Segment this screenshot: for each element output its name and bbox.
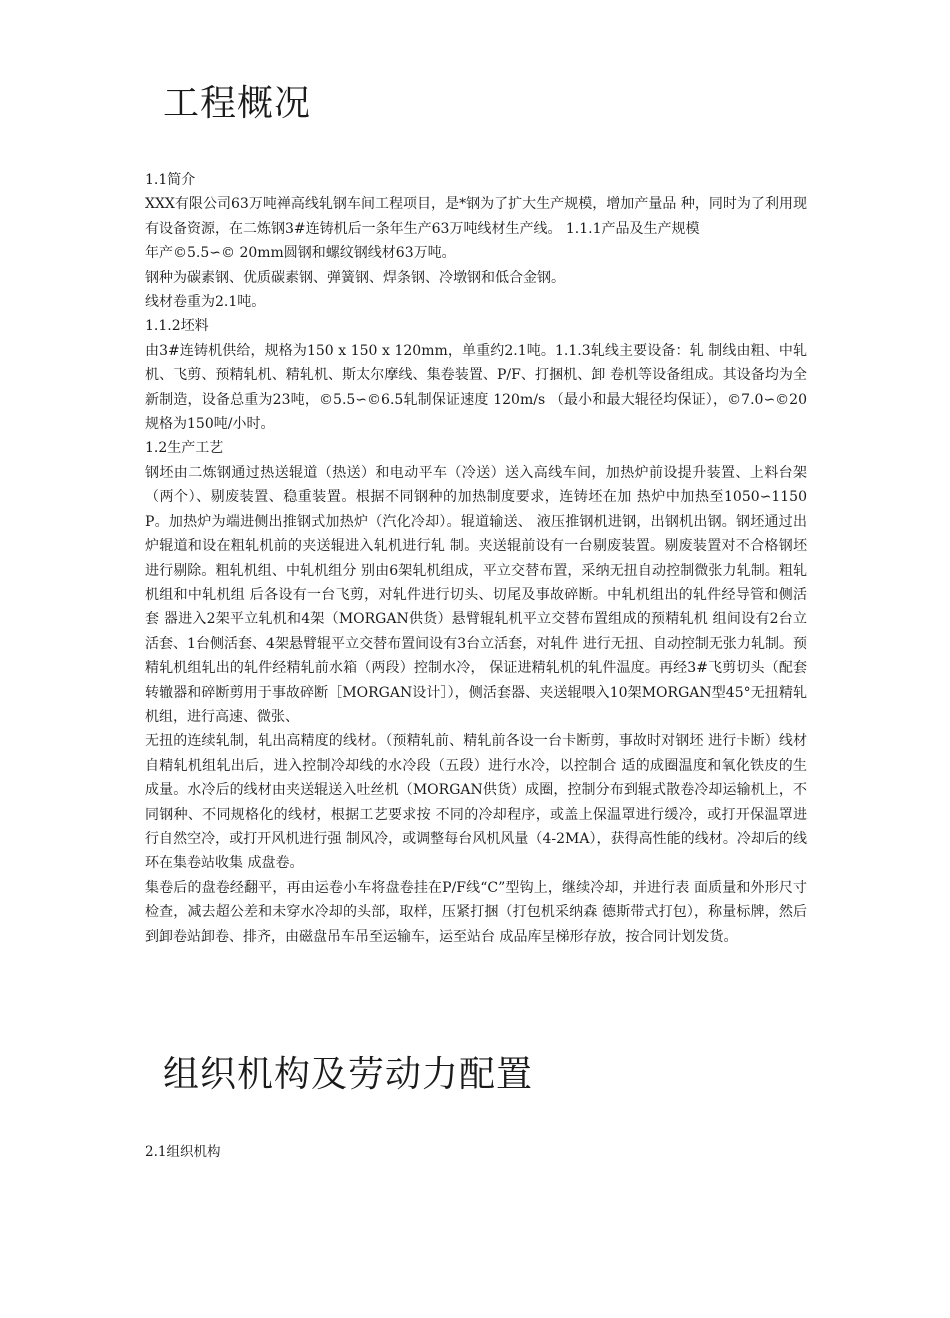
paragraph-steel-grades: 钢种为碳素钢、优质碳素钢、弹簧钢、焊条钢、冷墩钢和低合金钢。: [145, 269, 565, 286]
section-title-project-overview: 工程概况: [163, 83, 312, 124]
subheading-intro: 1.1简介: [145, 172, 196, 188]
paragraph-process-rolling: 钢坯由二炼钢通过热送辊道（热送）和电动平车（冷送）送入高线车间，加热炉前设提升装置、上料台架（两个）、剔废装置、稳重装置。根据不同钢种的加热制度要求，连铸坯在加 热炉中加热至1050∽1150P。加热炉为端进侧出推钢式加热炉（汽化冷却）。辊道输送、 液压推钢机进钢，出钢机出钢。钢坯通过出炉辊道和设在粗轧机前的夹送辊进入轧机进行轧 制。夹送辊前设有一台剔废装置。剔废装置对不合格钢坯进行剔除。粗轧机组、中轧机组分 别由6架轧机组成，平立交替布置，采纳无扭自动控制微张力轧制。粗轧机组和中轧机组 后各设有一台飞剪，对轧件进行切头、切尾及事故碎断。中轧机组出的轧件经导管和侧活套 器进入2架平立轧机和4架（MORGAN供货）悬臂辊轧机平立交替布置组成的预精轧机 组间设有2台立活套、1台侧活套、4架悬臂辊平立交替布置间设有3台立活套，对轧件 进行无扭、自动控制无张力轧制。预精轧机组轧出的轧件经精轧前水箱（两段）控制水冷， 保证进精轧机的轧件温度。再经3#飞剪切头（配套转辙器和碎断剪用于事故碎断［MORGAN设计］），侧活套器、夹送辊喂入10架MORGAN型45°无扭精轧机组，进行高速、微张、: [145, 464, 807, 725]
subheading-organization-structure: 2.1组织机构: [145, 1144, 221, 1160]
paragraph-process-cooling: 无扭的连续轧制，轧出高精度的线材。（预精轧前、精轧前各设一台卡断剪，事故时对钢坯 进行卡断）线材自精轧机组轧出后，进入控制冷却线的水冷段（五段）进行水冷，以控制合 适的成圈温度和氧化铁皮的生成量。水冷后的线材由夹送辊送入吐丝机（MORGAN供货）成圈，控制分布到辊式散卷冷却运输机上，不同钢种、不同规格化的线材，根据工艺要求按 不同的冷却程序，或盖上保温罩进行缓冷，或打开保温罩进行自然空冷，或打开风机进行强 制风冷，或调整每台风机风量（4-2MA），获得高性能的线材。冷却后的线环在集卷站收集 成盘卷。: [145, 733, 807, 872]
section-body-project-overview: [145, 168, 807, 949]
section-title-organization: 组织机构及劳动力配置: [163, 1054, 534, 1095]
subheading-production-process: 1.2生产工艺: [145, 440, 224, 457]
paragraph-process-coiling: 集卷后的盘卷经翻平，再由运卷小车将盘卷挂在P/F线“C”型钩上，继续冷却，并进行表 面质量和外形尺寸检查，减去超公差和未穿水冷却的头部，取样，压紧打捆（打包机采纳森 德斯带式打包），称量标牌，然后到卸卷站卸卷、排齐，由磁盘吊车吊至运输车，运至站台 成品库呈梯形存放，按合同计划发货。: [145, 879, 807, 945]
paragraph-billet-and-equipment: 由3#连铸机供给，规格为150 x 150 x 120mm，单重约2.1吨。1.1.3轧线主要设备：轧 制线由粗、中轧机、飞剪、预精轧机、精轧机、斯太尔摩线、集卷装置、P/F、打捆机、卸 卷机等设备组成。其设备均为全新制造，设备总重为23吨，©5.5∽©6.5轧制保证速度 120m/s （最小和最大辊径均保证），©7.0∽©20规格为150吨/小时。: [145, 342, 807, 433]
paragraph-project-intro: XXX有限公司63万吨禅高线轧钢车间工程项目，是*钢为了扩大生产规模，增加产量品 种，同时为了利用现有设备资源，在二炼钢3#连铸机后一条年生产63万吨线材生产线。 1.1.1产品及生产规模: [145, 196, 807, 237]
section-body-organization: [145, 1140, 807, 1164]
paragraph-annual-output: 年产©5.5∽© 20mm圆钢和螺纹钢线材63万吨。: [145, 245, 456, 262]
subheading-billet: 1.1.2坯料: [145, 318, 209, 335]
paragraph-coil-weight: 线材卷重为2.1吨。: [145, 294, 266, 311]
